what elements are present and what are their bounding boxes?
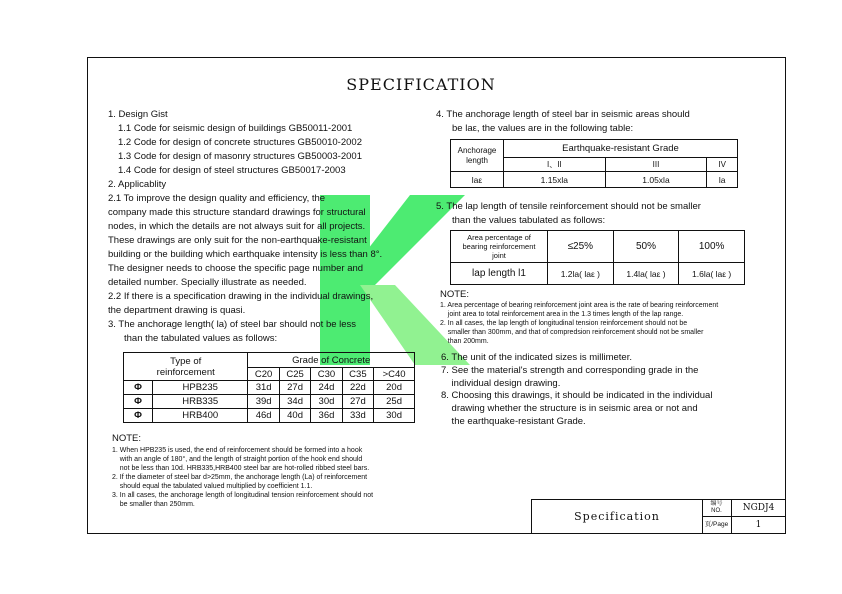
note-line: 1. Area percentage of bearing reinforcement joint area is the rate of bearing reinforcement [440,302,719,309]
table-cell: 1.6la( laε ) [679,263,745,285]
table-cell: 30d [374,409,415,423]
rebar-symbol: Φ [124,395,153,409]
para-4 [436,108,690,136]
text-line: nodes, in which the details are not always suit for all projects. [108,221,366,232]
col-header: >C40 [374,368,415,381]
right-items [441,352,712,429]
code-line: 1.4 Code for design of steel structures GB50017-2003 [118,165,346,176]
table-cell: 27d [342,395,373,409]
heading-design-gist: 1. Design Gist [108,109,168,120]
heading-applicability: 2. Applicablity [108,179,167,190]
table-cell: 31d [248,381,279,395]
table-cell: 46d [248,409,279,423]
left-notes [112,432,373,509]
text-line: company made this structure standard drawings for structural [108,207,366,218]
code-line: 1.3 Code for design of masonry structures GB50003-2001 [118,151,362,162]
title-block [531,499,786,534]
col-header: ≤25% [548,231,614,263]
text-line: the earthquake-resistant Grade. [441,415,586,427]
area-header-line1: Area percentage of [467,233,531,242]
table-cell: 34d [279,395,310,409]
page-number: 1 [755,520,762,530]
text-line: 8. Choosing this drawings, it should be indicated in the individual [441,390,713,402]
lap-length-table [450,230,745,285]
table-cell: 40d [279,409,310,423]
type-header-line1: Type of [170,355,202,367]
anchorage-header-line1: Anchorage [457,145,497,155]
text-line: 7. See the material's strength and corresponding grade in the [441,364,699,376]
note-line: 2. In all cases, the lap length of longitudinal tension reinforcement should not be [440,320,688,327]
table-cell: 39d [248,395,279,409]
row-label: lap length l1 [451,263,548,285]
rebar-name: HRB400 [153,409,248,423]
note-title: NOTE: [440,289,470,300]
note-line: 3. In all cases, the anchorage length of longitudinal tension reinforcement should not [112,492,374,499]
col-header: 50% [613,231,679,263]
table-row [124,395,415,409]
drawing-number: NGDJ4 [732,500,785,517]
rebar-name: HPB235 [153,381,248,395]
number-label-en: NO. [711,508,722,514]
text-line: 2.1 To improve the design quality and efficiency, the [108,193,326,204]
col-header: C25 [279,368,310,381]
page-label: 页/Page [702,517,732,533]
table-cell: 22d [342,381,373,395]
text-line: detailed number. Specially illustrate as needed. [108,277,307,288]
table-cell: 20d [374,381,415,395]
text-line: individual design drawing. [441,377,561,389]
note-line: smaller than 300mm, and that of compredsion reinforcement should not be smaller [440,329,704,336]
type-header [124,353,248,381]
text-line: 4. The anchorage length of steel bar in seismic areas should [436,109,690,120]
left-column [108,108,382,346]
text-line: 2.2 If there is a specification drawing in the individual drawings, [108,291,374,302]
text-line: the department drawing is quasi. [108,305,246,316]
note-line: than 200mm. [440,338,489,345]
type-header-line2: reinforcement [156,366,215,378]
col-header: C30 [311,368,342,381]
text-line: These drawings are only suit for the non-earthquake-resistant [108,235,367,246]
text-line: drawing whether the structure is in seismic area or not and [441,403,698,415]
code-line: 1.1 Code for seismic design of buildings GB50011-2001 [118,123,353,134]
right-notes [440,288,718,346]
eq-grade-header: Earthquake-resistant Grade [504,140,738,158]
text-line: than the tabulated values as follows: [124,333,278,344]
note-line: 1. When HPB235 is used, the end of reinforcement should be formed into a hook [112,447,363,454]
note-line: not be less than 10d. HRB335,HRB400 steel bar are hot-rolled ribbed steel bars. [112,465,370,472]
table-row [451,263,745,285]
page-title: SPECIFICATION [346,75,496,94]
table-cell: 1.05xla [605,172,707,188]
anchorage-length-table [123,352,415,423]
col-header: 100% [679,231,745,263]
anchorage-header [451,140,504,172]
table-cell: 1.4la( laε ) [613,263,679,285]
anchorage-header-line2: length [466,155,488,165]
table-cell: 25d [374,395,415,409]
text-line: than the values tabulated as follows: [452,215,606,226]
table-cell: la [707,172,738,188]
seismic-anchorage-table [450,139,738,188]
col-header: III [605,158,707,172]
note-line: with an angle of 180°, and the length of straight portion of the hook end should [112,456,363,463]
table-cell: 1.15xla [504,172,606,188]
table-row [124,409,415,423]
rebar-name: HRB335 [153,395,248,409]
text-line: 5. The lap length of tensile reinforcement should not be smaller [436,201,701,212]
note-line: should equal the tabulated valued multiplied by coefficient 1.1. [112,483,313,490]
table-cell: 27d [279,381,310,395]
text-line: The designer needs to choose the specific page number and [108,263,364,274]
row-label: laε [451,172,504,188]
rebar-symbol: Φ [124,409,153,423]
area-header-line3: joint [492,251,506,260]
col-header: C35 [342,368,373,381]
text-line: 6. The unit of the indicated sizes is millimeter. [441,352,632,363]
table-cell: 30d [311,395,342,409]
col-header: IV [707,158,738,172]
table-cell: 33d [342,409,373,423]
col-header: I、II [504,158,606,172]
grade-header: Grade of Concrete [248,353,415,368]
rebar-symbol: Φ [124,381,153,395]
table-row [451,172,738,188]
col-header: C20 [248,368,279,381]
area-header [451,231,548,263]
table-cell: 36d [311,409,342,423]
note-line: be smaller than 250mm. [112,501,195,508]
note-title: NOTE: [112,433,142,444]
text-line: 3. The anchorage length( la) of steel bar should not be less [108,319,357,330]
note-line: joint area to total reinforcement area in the 1.3 times length of the lap range. [440,311,684,318]
text-line: be laε, the values are in the following table: [452,123,634,134]
number-label [702,500,732,517]
drawing-name: Specification [532,500,703,533]
table-cell: 24d [311,381,342,395]
code-line: 1.2 Code for design of concrete structures GB50010-2002 [118,137,362,148]
para-5 [436,200,701,228]
table-row [124,381,415,395]
note-line: 2. If the diameter of steel bar d>25mm, the anchorage length (La) of reinforcement [112,474,368,481]
text-line: building or the building which earthquake intensity is less than 8°. [108,249,383,260]
number-label-cn: 编号 [710,501,723,507]
area-header-line2: bearing reinforcement [462,242,536,251]
table-cell: 1.2la( laε ) [548,263,614,285]
